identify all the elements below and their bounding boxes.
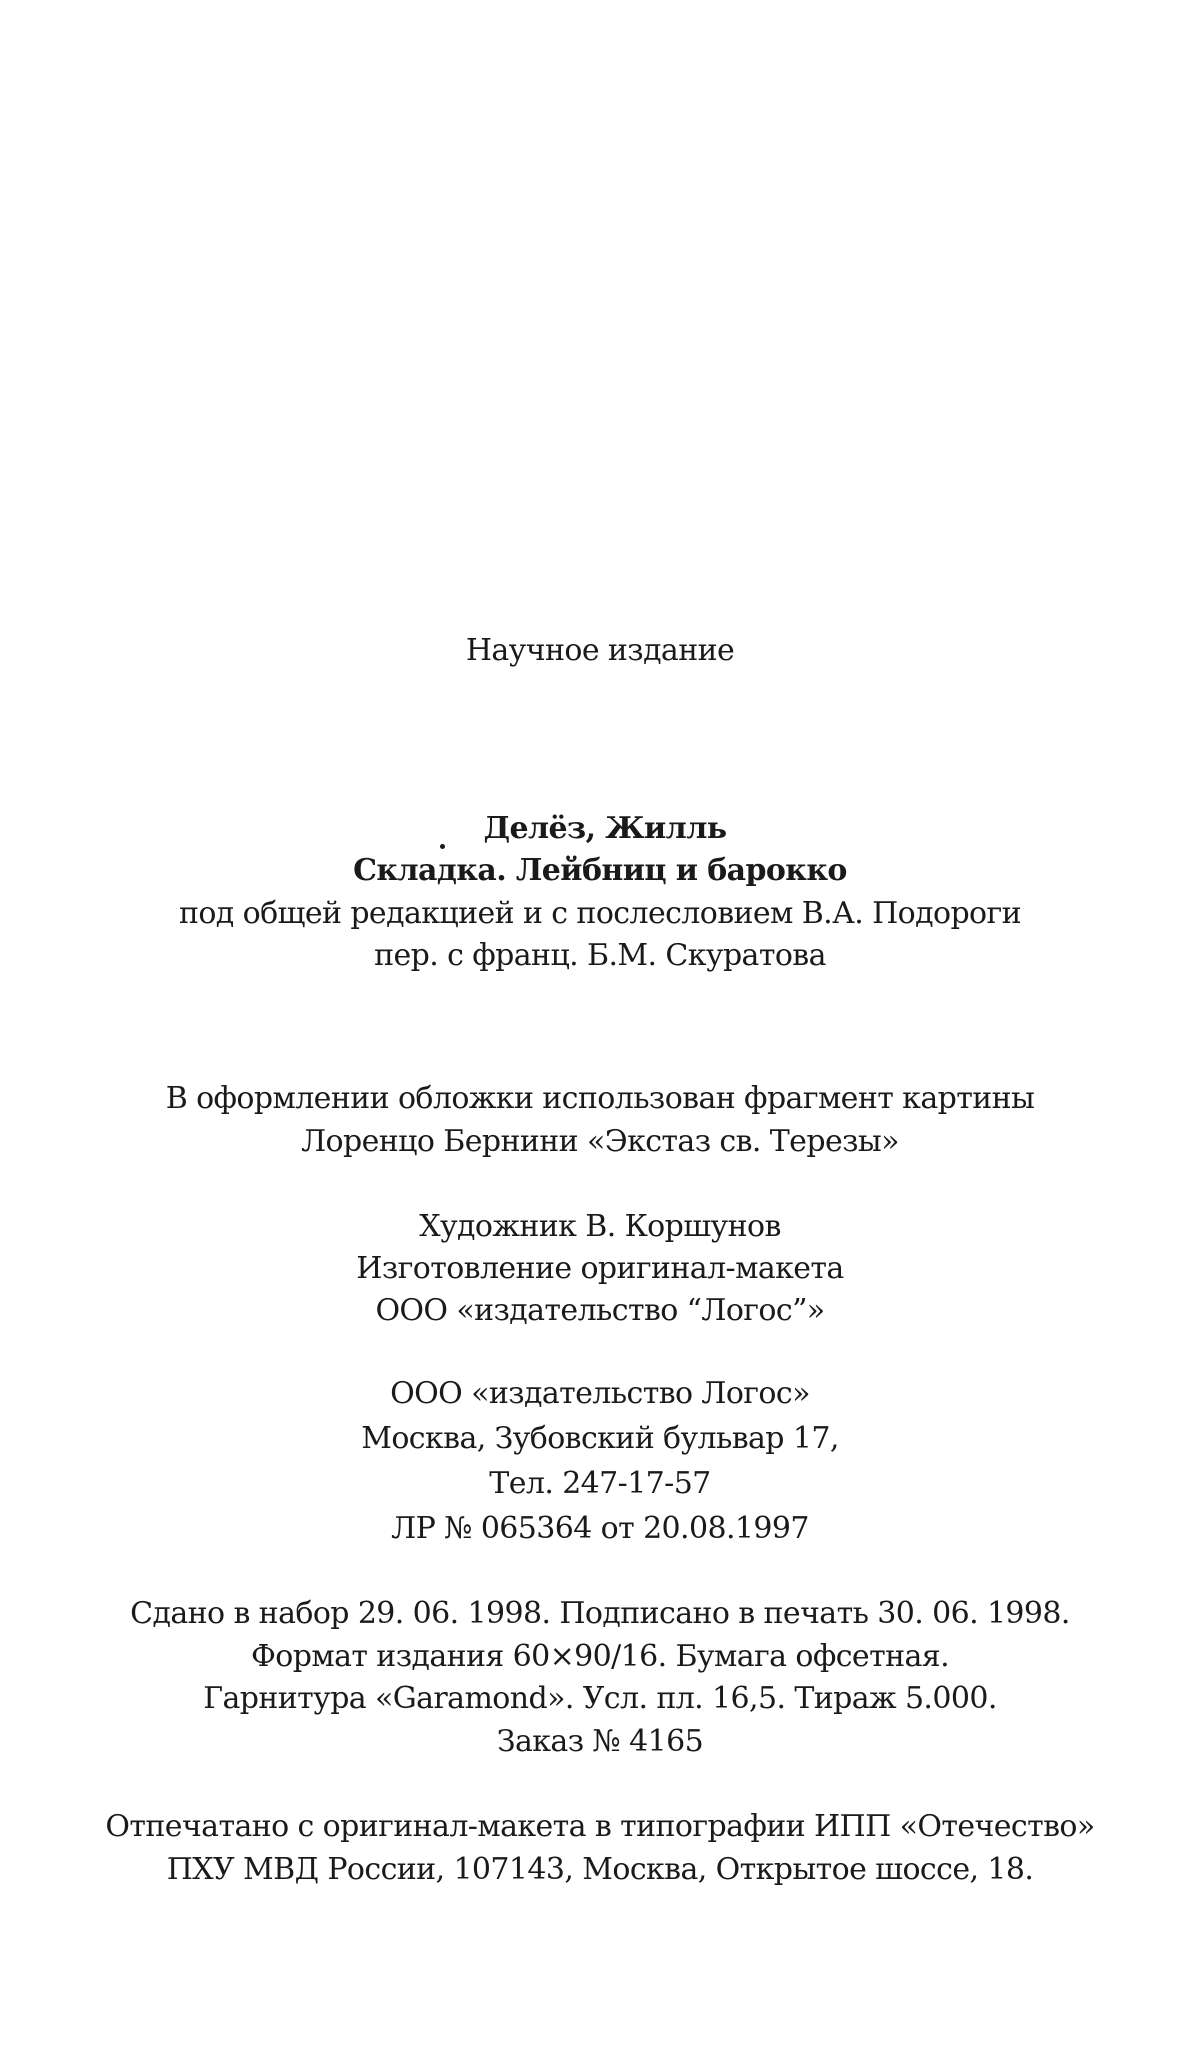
cover-note-line-2: Лоренцо Бернини «Экстаз св. Терезы» bbox=[301, 1124, 899, 1159]
cover-note-line-1: В оформлении обложки использован фрагмент картины bbox=[165, 1081, 1035, 1116]
publisher-name: ООО «издательство Логос» bbox=[390, 1376, 810, 1411]
print-dates: Сдано в набор 29. 06. 1998. Подписано в печать 30. 06. 1998. bbox=[130, 1596, 1070, 1631]
artist-credit: Художник В. Коршунов bbox=[419, 1209, 781, 1244]
genre-label: Научное издание bbox=[465, 633, 735, 668]
print-typeface: Гарнитура «Garamond». Усл. пл. 16,5. Тираж 5.000. bbox=[203, 1681, 997, 1716]
printer-line-1: Отпечатано с оригинал-макета в типографии ИПП «Отечество» bbox=[105, 1809, 1095, 1844]
publisher-license: ЛР № 065364 от 20.08.1997 bbox=[391, 1511, 809, 1546]
print-format: Формат издания 60×90/16. Бумага офсетная. bbox=[250, 1639, 950, 1674]
layout-credit-line-1: Изготовление оригинал-макета bbox=[356, 1251, 844, 1286]
publisher-phone: Тел. 247-17-57 bbox=[489, 1466, 711, 1501]
printer-line-2: ПХУ МВД России, 107143, Москва, Открытое шоссе, 18. bbox=[166, 1852, 1034, 1887]
editor-line: под общей редакцией и с послесловием В.А. Подороги bbox=[178, 896, 1022, 931]
book-author: Делёз, Жилль bbox=[483, 811, 727, 846]
print-order: Заказ № 4165 bbox=[496, 1724, 704, 1759]
publisher-address: Москва, Зубовский бульвар 17, bbox=[361, 1421, 839, 1456]
layout-credit-line-2: ООО «издательство “Логос”» bbox=[375, 1293, 825, 1328]
translator-line: пер. с франц. Б.М. Скуратова bbox=[374, 938, 826, 973]
book-title: Складка. Лейбниц и барокко bbox=[353, 853, 847, 888]
